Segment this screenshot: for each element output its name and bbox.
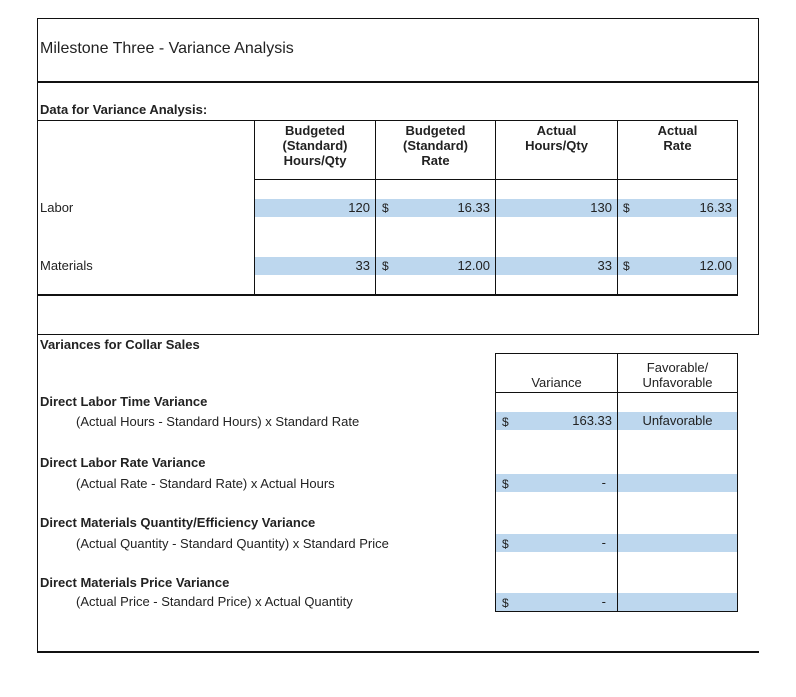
variance-formula-labor-rate: (Actual Rate - Standard Rate) x Actual Hours <box>76 476 335 491</box>
col-header-text: Budgeted (Standard) Rate <box>403 123 468 168</box>
variance-title-labor-rate: Direct Labor Rate Variance <box>40 455 206 470</box>
materials-price-variance-value: - <box>601 594 606 609</box>
variance-title-labor-time: Direct Labor Time Variance <box>40 394 208 409</box>
labor-budget-rate: 16.33 <box>457 200 490 215</box>
favorable-col-header <box>618 360 737 390</box>
variance-formula-labor-time: (Actual Hours - Standard Hours) x Standard Rate <box>76 414 360 429</box>
outer-border-bottom <box>37 651 759 653</box>
outer-border-left <box>37 18 38 652</box>
materials-budget-qty: 33 <box>355 258 370 273</box>
labor-rate-sep <box>617 474 618 492</box>
labor-actual-rate-currency: $ <box>623 201 630 215</box>
materials-actual-rate-currency: $ <box>623 259 630 273</box>
row-label-labor: Labor <box>40 200 74 215</box>
data-table-bottom <box>37 294 738 296</box>
row-label-materials: Materials <box>40 258 93 273</box>
labor-budget-rate-currency: $ <box>382 201 389 215</box>
col-header-actual-qty <box>496 123 617 153</box>
favorable-col-header-text: Favorable/ Unfavorable <box>642 360 713 390</box>
data-section-heading: Data for Variance Analysis: <box>40 102 208 117</box>
col-header-budgeted-rate <box>376 123 495 168</box>
col-header-text: Budgeted (Standard) Hours/Qty <box>282 123 348 168</box>
data-table-top <box>254 120 738 121</box>
variance-title-materials-price: Direct Materials Price Variance <box>40 575 230 590</box>
col-header-text: Actual Hours/Qty <box>525 123 588 153</box>
materials-budget-rate: 12.00 <box>457 258 490 273</box>
labor-time-result: Unfavorable <box>642 413 713 428</box>
materials-budget-rate-currency: $ <box>382 259 389 273</box>
materials-price-sep <box>617 593 618 611</box>
variance-col-header-text: Variance <box>531 375 582 390</box>
section-divider <box>37 334 759 335</box>
labor-actual-rate: 16.33 <box>699 200 732 215</box>
data-heading-underline <box>37 120 255 121</box>
variance-title-materials-quantity: Direct Materials Quantity/Efficiency Variance <box>40 515 316 530</box>
variance-table-bottom <box>495 611 738 612</box>
variance-formula-materials-price: (Actual Price - Standard Price) x Actual Quantity <box>76 594 353 609</box>
data-table-header-bottom <box>254 179 738 180</box>
col-header-actual-rate <box>618 123 737 153</box>
materials-actual-rate: 12.00 <box>699 258 732 273</box>
variance-formula-materials-quantity: (Actual Quantity - Standard Quantity) x Standard Price <box>76 536 389 551</box>
outer-border-right <box>758 18 759 335</box>
variance-col-header <box>496 375 617 390</box>
materials-actual-qty: 33 <box>597 258 612 273</box>
labor-rate-currency: $ <box>502 477 509 491</box>
labor-time-currency: $ <box>502 415 509 429</box>
labor-time-variance-value: 163.33 <box>572 413 612 428</box>
materials-quantity-currency: $ <box>502 537 509 551</box>
variances-section-heading: Variances for Collar Sales <box>40 337 200 352</box>
variance-table-header-bottom <box>495 392 738 393</box>
page-title: Milestone Three - Variance Analysis <box>40 40 294 57</box>
materials-quantity-sep <box>617 534 618 552</box>
labor-actual-qty: 130 <box>590 200 612 215</box>
title-divider <box>37 81 759 83</box>
data-table-vline-5 <box>737 120 738 295</box>
outer-border-top <box>37 18 759 19</box>
col-header-budgeted-qty <box>255 123 375 168</box>
labor-rate-variance-value: - <box>601 475 606 490</box>
col-header-text: Actual Rate <box>657 123 698 153</box>
materials-quantity-variance-value: - <box>601 535 606 550</box>
materials-price-currency: $ <box>502 596 509 610</box>
labor-budget-qty: 120 <box>348 200 370 215</box>
